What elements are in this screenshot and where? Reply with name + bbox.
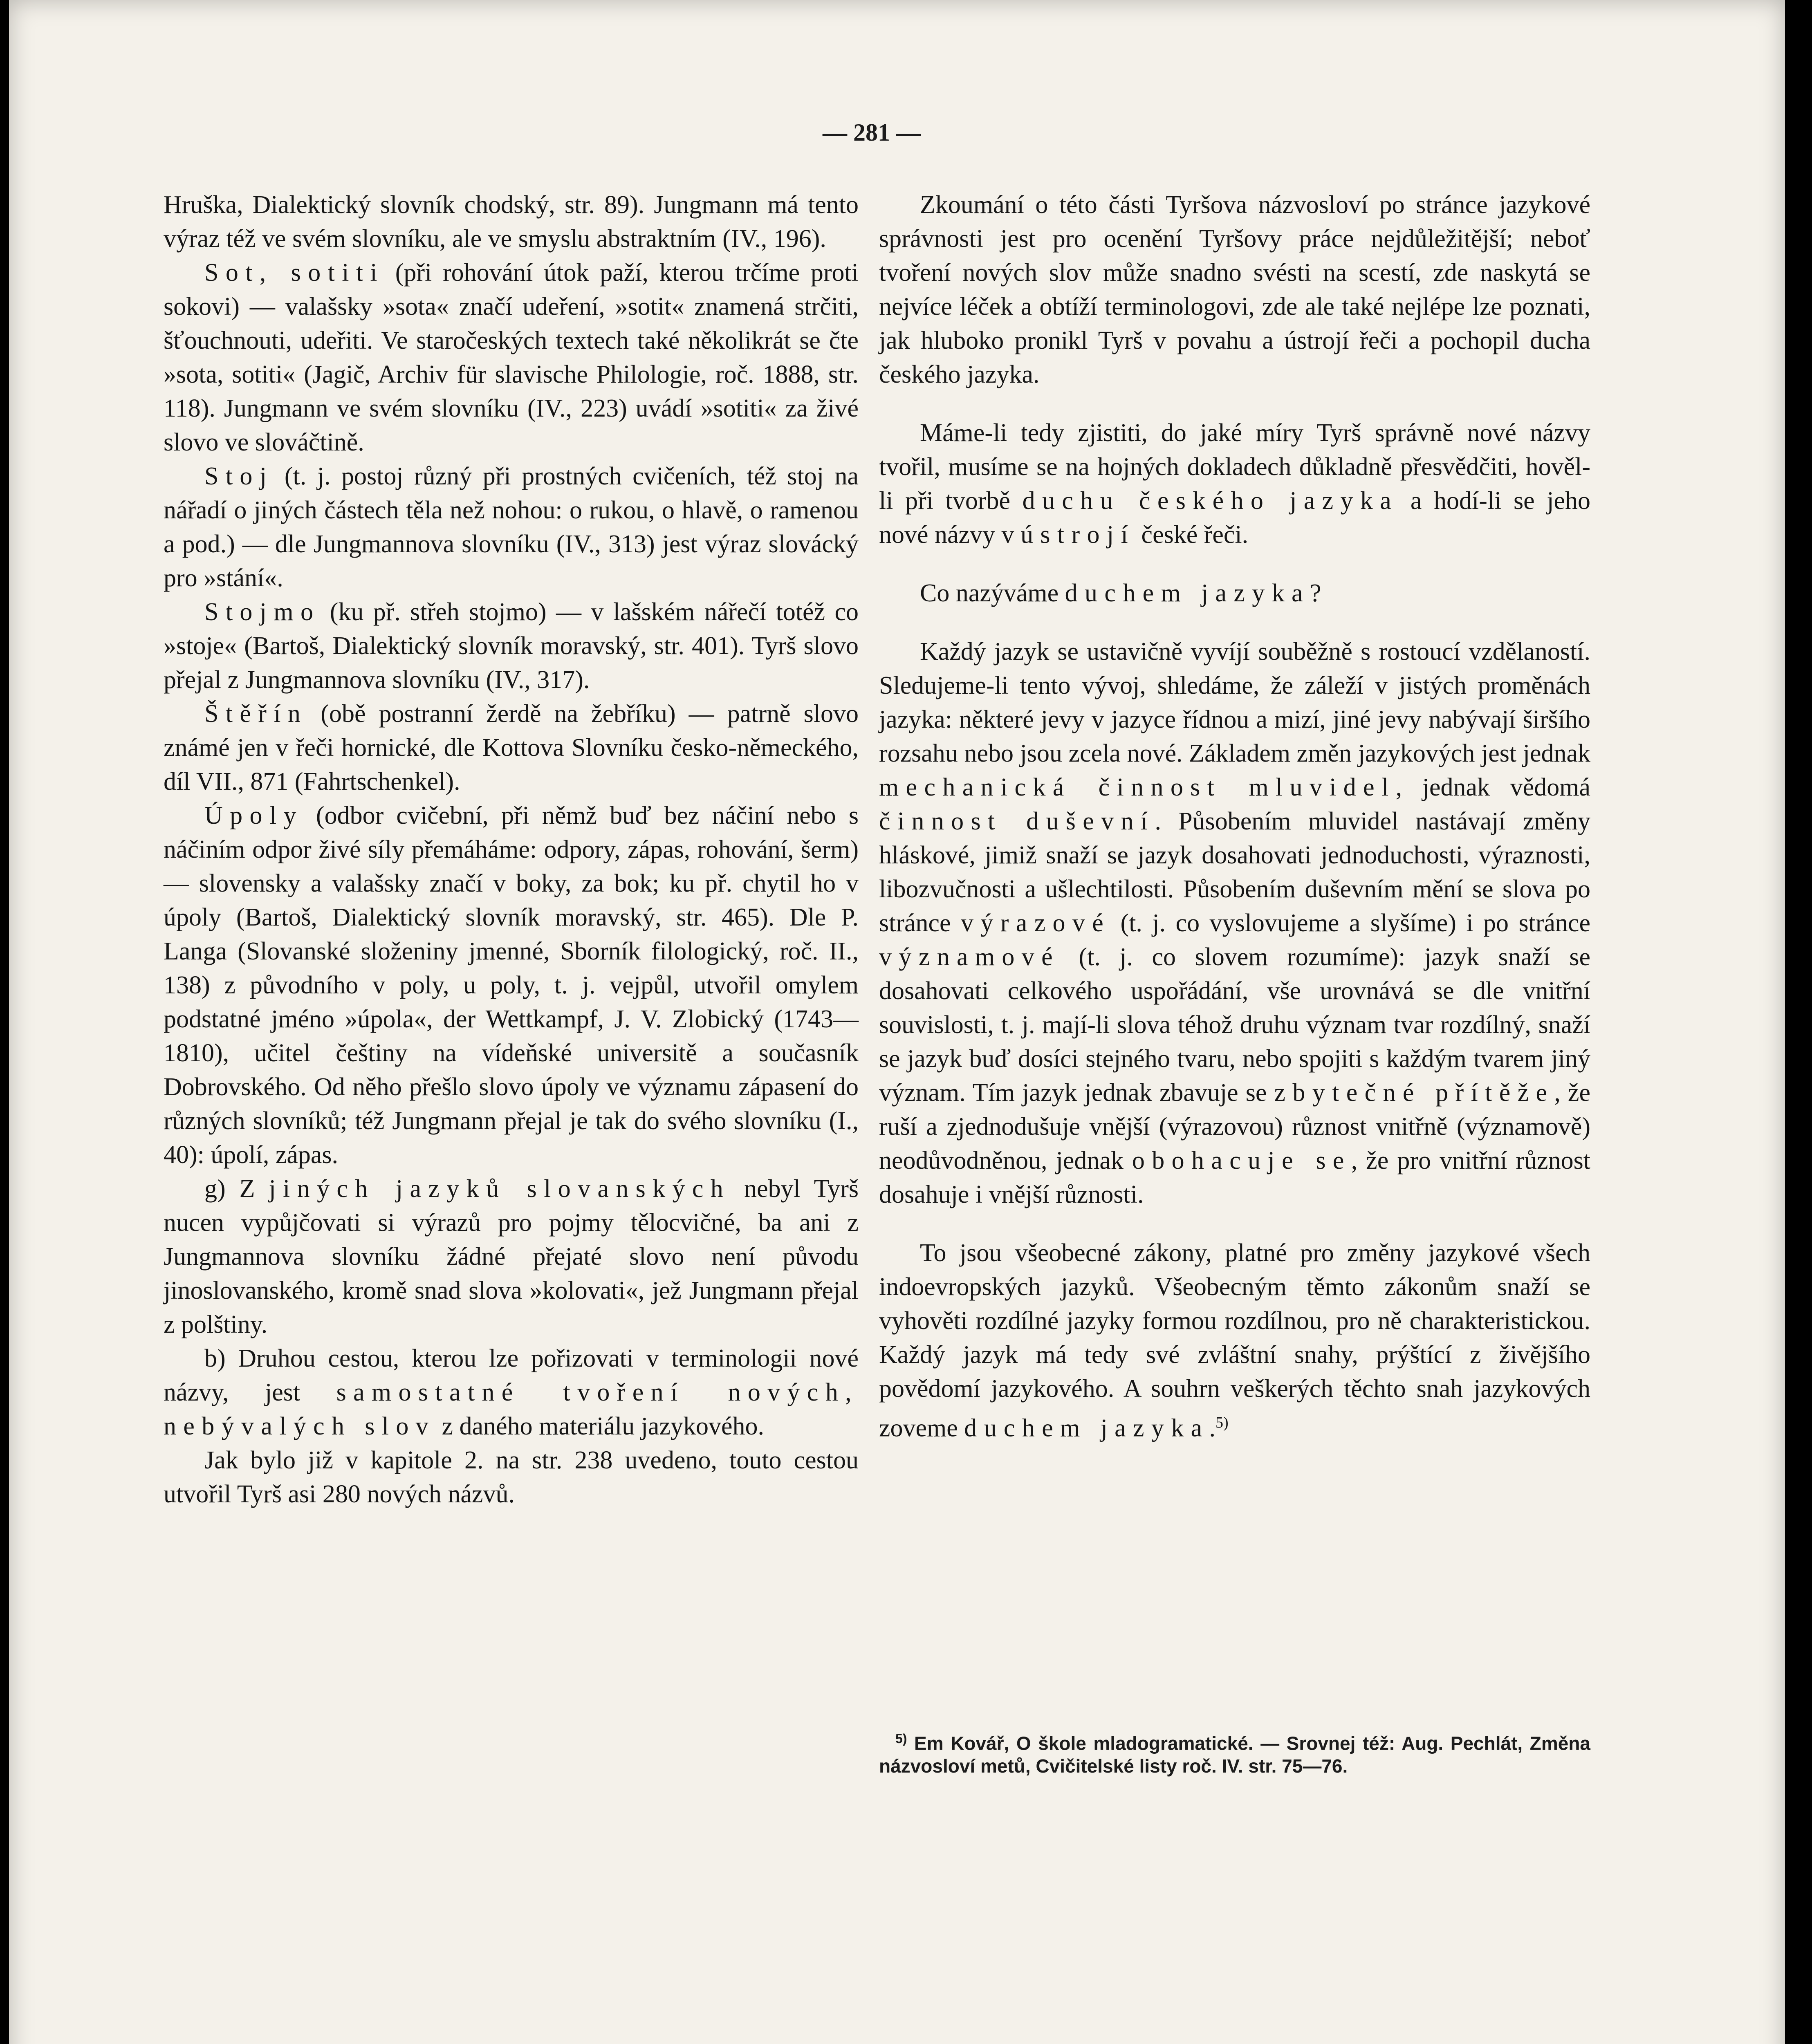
entry-upoly-text: (odbor cvičební, při němž buď bez náčiní nebo s náčiním odpor živé síly přemáháme: odpory, zápas, rohování, šerm) — slovensky a valašsky značí v boky, za bok; ku př. chytil ho v úpoly (Bartoš, Dialektický slovník moravský, str. 465). Dle P. Langa (Slovanské složeniny jmenné, Sborník filologický, roč. II., 138) z původního v poly, u poly, t. j. vejpůl, utvořil omylem podstatné jméno »úpola«, der Wettkampf, J. V. Zlobický (1743—1810), učitel češtiny na vídeňské universitě a současník Dobrovského. Od něho přešlo slovo úpoly ve významu zápasení do různých slovníků; též Jungmann přejal je tak do svého slovníku (I., 40): úpolí, zápas.	[164, 802, 859, 1169]
term-samostatne-tvoreni: samostatné tvoření nových, nebývalých slov	[164, 1378, 859, 1440]
paragraph-g	[164, 1172, 859, 1342]
entry-stojmo-text: (ku př. střeh stojmo) — v lašském nářečí totéž co »stoje« (Bartoš, Dialektický slovník moravský, str. 401). Tyrš slovo přejal z Jungmannova slovníku (IV., 317).	[164, 598, 859, 694]
question-duch-jazyka	[879, 576, 1590, 610]
entry-upoly	[164, 799, 859, 1172]
to-jsou-a: To jsou všeobecné zákony, platné pro změny jazykové všech indoevropských jazyků. Všeobecným těmto zákonům snaží se vyhověti rozdílné jazyky formou rozdílnou, pro ně charakteristickou. Každý jazyk má tedy své zvláštní snahy, prýštící z živějšího povědomí jazykového. A souhrn veškerých těchto snah jazykových zoveme	[879, 1239, 1590, 1442]
entry-sterin	[164, 697, 859, 799]
kazdy-f: , že ruší a zjednodušuje vnější (výrazovou) různost vnitřně (významově) neodůvodněnou, jednak	[879, 1079, 1590, 1174]
mame-li-b: a hodí-li se jeho nové názvy v	[879, 487, 1591, 549]
to-jsou-b: .	[1209, 1414, 1216, 1442]
entry-stoj-text: (t. j. postoj různý při prostných cvičeních, též stoj na nářadí o jiných částech těla než nohou: o rukou, o hlavě, o ramenou a pod.) — dle Jungmannova slovníku (IV., 313) jest výraz slovácký pro »stání«.	[164, 462, 859, 592]
kazdy-e: (t. j. co slovem rozumíme): jazyk snaží se dosahovati celkového uspořádání, vše urovnává se dle vnitřní souvislosti, t. j. mají-li slova téhož druhu význam tvar rozdílný, snaží se jazyk buď dosíci stejného tvaru, nebo spojiti s každým tvarem jiný význam. Tím jazyk jednak zbavuje se	[879, 943, 1590, 1107]
entry-sterin-text: (obě postranní žerdě na žebříku) — patrně slovo známé jen v řeči hornické, dle Kottova Slovníku česko-německého, díl VII., 871 (Fahrtschenkel).	[164, 700, 859, 796]
kazdy-c: . Působením mluvidel nastávají změny hláskové, jimiž snaží se jazyk dosahovati jednoduchosti, výraznosti, libozvučnosti a ušlechtilosti. Působením duševním mění se slova po stránce	[879, 807, 1591, 937]
term-obohacuje-se: obohacuje se	[1132, 1147, 1351, 1174]
term-sterin: Štěřín	[204, 700, 308, 728]
term-duchem-jazyka-q: duchem jazyka	[1065, 579, 1310, 607]
paragraph-b-text: z daného materiálu jazykového.	[435, 1412, 764, 1440]
term-ustroji: ústrojí	[1020, 521, 1135, 549]
scanned-page	[9, 0, 1785, 2044]
term-stoj: Stoj	[204, 462, 274, 490]
paragraph-kazdy-jazyk	[879, 635, 1590, 1212]
paragraph-to-jsou	[879, 1236, 1590, 1446]
page-number: — 281 —	[823, 119, 921, 146]
mame-li-a: Máme-li tedy zjistiti, do jaké míry Tyrš správně nové názvy tvořil, musíme se na hojných dokladech důkladně přesvědčiti, hověl-li při tvorbě	[879, 419, 1590, 515]
term-upoly: Úpoly	[204, 802, 303, 829]
kazdy-b: , jednak vědomá	[1395, 773, 1590, 801]
paragraph-g-lead: g) Z	[204, 1175, 269, 1203]
kazdy-g: , že pro vnitřní různost dosahuje i vnější různosti.	[879, 1147, 1590, 1208]
paragraph-kapitola: Jak bylo již v kapitole 2. na str. 238 uvedeno, touto cestou utvořil Tyrš asi 280 nových názvů.	[164, 1446, 859, 1508]
term-vyrazove: výrazové	[961, 909, 1111, 937]
paragraph-hruska: Hruška, Dialektický slovník chodský, str. 89). Jungmann má tento výraz též ve svém slovníku, ale ve smyslu abstraktním (IV., 196).	[164, 191, 859, 253]
footnote-text: Em Kovář, O škole mladogramatické. — Srovnej též: Aug. Pechlát, Změna názvosloví metů, Cvičitelské listy roč. IV. str. 75—76.	[879, 1732, 1590, 1777]
question-b: ?	[1310, 579, 1321, 607]
term-vyznamove: významové	[879, 943, 1060, 971]
left-column	[164, 188, 859, 1511]
term-stojmo: Stojmo	[204, 598, 321, 626]
paragraph-b-lead: b) Druhou cestou, kterou lze pořizovati v terminologii nové názvy, jest	[164, 1345, 859, 1406]
term-jinych-jazyku: jiných jazyků slovanských	[269, 1175, 731, 1203]
kazdy-d: (t. j. co vyslovujeme a slyšíme) i po stránce	[1110, 909, 1591, 937]
entry-sot	[164, 256, 859, 459]
paragraph-mame-li	[879, 416, 1590, 552]
right-column	[879, 188, 1590, 1446]
term-sot: Sot, sotiti	[204, 259, 384, 287]
entry-stoj	[164, 459, 859, 595]
mame-li-c: české řeči.	[1135, 521, 1249, 549]
paragraph-g-text: nebyl Tyrš nucen vypůjčovati si výrazů pro pojmy tělocvičné, ba ani z Jungmannova slovníku žádné přejaté slovo není původu jinoslovanského, kromě snad slova »kolovati«, jež Jungmann přejal z polštiny.	[164, 1175, 859, 1338]
footnote-text-block	[879, 1727, 1590, 1777]
entry-stojmo	[164, 595, 859, 697]
footnote	[879, 1727, 1590, 1777]
term-zbytecne-pritize: zbytečné přítěže	[1274, 1079, 1554, 1107]
term-mechanicka-cinnost: mechanická činnost mluvidel	[879, 773, 1396, 801]
term-duchu-ceskeho-jazyka: duchu českého jazyka	[1022, 487, 1399, 515]
kazdy-a: Každý jazyk se ustavičně vyvíjí souběžně s rostoucí vzdělaností. Sledujeme-li tento vývoj, shledáme, že záleží v jistých proměnách jazyka: některé jevy v jazyce řídnou a mizí, jiné jevy nabývají širšího rozsahu nebo jsou zcela nové. Základem změn jazykových jest jednak	[879, 638, 1590, 767]
footnote-marker: 5)	[895, 1731, 907, 1746]
footnote-ref[interactable]: 5)	[1215, 1414, 1229, 1431]
question-a: Co nazýváme	[920, 579, 1065, 607]
paragraph-b	[164, 1342, 859, 1443]
term-duchem-jazyka: duchem jazyka	[964, 1414, 1209, 1442]
term-cinnost-dusevni: činnost duševní	[879, 807, 1155, 835]
paragraph-zkoumani: Zkoumání o této části Tyršova názvosloví po stránce jazykové správnosti jest pro ocenění Tyršovy práce nejdůležitější; neboť tvoření nových slov může snadno svésti na scestí, zde naskytá se nejvíce léček a obtíží terminologovi, zde ale také nejlépe lze poznati, jak hluboko pronikl Tyrš v povahu a ústrojí řeči a pochopil ducha českého jazyka.	[879, 191, 1590, 388]
entry-sot-text: (při rohování útok paží, kterou trčíme proti sokovi) — valašsky »sota« značí udeření, »sotit« znamená strčiti, šťouchnouti, udeřiti. Ve staročeských textech také několikrát se čte »sota, sotiti« (Jagič, Archiv für slavische Philologie, roč. 1888, str. 118). Jungmann ve svém slovníku (IV., 223) uvádí »sotiti« za živé slovo ve slováčtině.	[164, 259, 859, 456]
